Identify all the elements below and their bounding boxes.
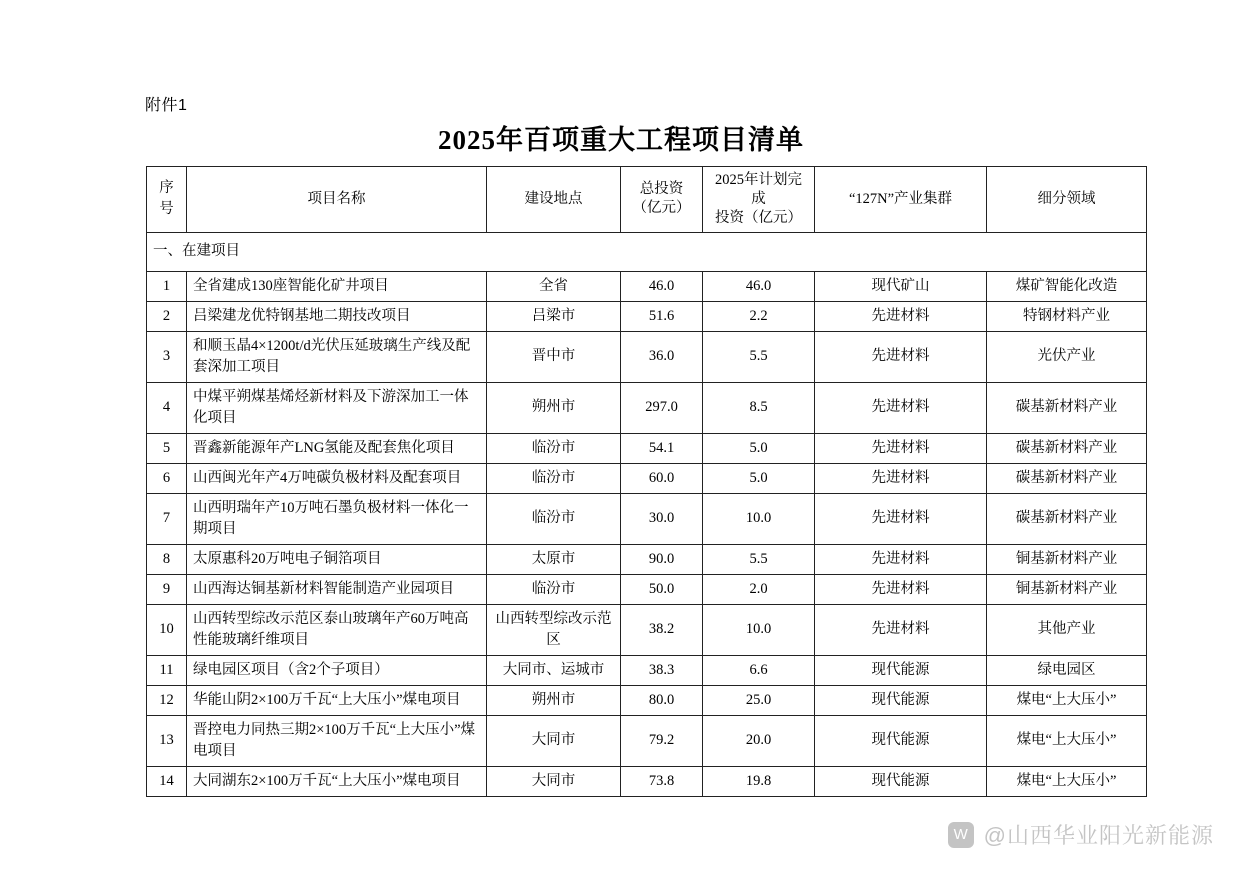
cell-place: 朔州市 — [487, 382, 621, 433]
project-list-table — [146, 166, 1147, 797]
cell-cluster: 先进材料 — [815, 493, 987, 544]
cell-field: 煤电“上大压小” — [987, 715, 1147, 766]
cell-plan-investment: 8.5 — [703, 382, 815, 433]
cell-plan-investment: 5.5 — [703, 544, 815, 574]
cell-total-investment: 297.0 — [621, 382, 703, 433]
cell-place: 山西转型综改示范区 — [487, 604, 621, 655]
cell-no: 14 — [147, 766, 187, 796]
cell-project-name: 太原惠科20万吨电子铜箔项目 — [187, 544, 487, 574]
cell-no: 3 — [147, 331, 187, 382]
cell-total-investment: 60.0 — [621, 463, 703, 493]
cell-field: 光伏产业 — [987, 331, 1147, 382]
table-row — [147, 271, 1147, 301]
cell-plan-investment: 25.0 — [703, 685, 815, 715]
cell-cluster: 现代能源 — [815, 715, 987, 766]
cell-field: 煤电“上大压小” — [987, 766, 1147, 796]
cell-total-investment: 54.1 — [621, 433, 703, 463]
cell-place: 临汾市 — [487, 574, 621, 604]
cell-field: 碳基新材料产业 — [987, 382, 1147, 433]
cell-no: 1 — [147, 271, 187, 301]
cell-no: 2 — [147, 301, 187, 331]
header-total-investment — [621, 167, 703, 233]
cell-cluster: 先进材料 — [815, 604, 987, 655]
cell-no: 6 — [147, 463, 187, 493]
header-name: 项目名称 — [187, 167, 487, 233]
cell-field: 铜基新材料产业 — [987, 544, 1147, 574]
cell-project-name: 晋鑫新能源年产LNG氢能及配套焦化项目 — [187, 433, 487, 463]
header-no: 序号 — [147, 167, 187, 233]
cell-plan-investment: 10.0 — [703, 604, 815, 655]
cell-place: 朔州市 — [487, 685, 621, 715]
cell-plan-investment: 19.8 — [703, 766, 815, 796]
cell-field: 绿电园区 — [987, 655, 1147, 685]
cell-cluster: 先进材料 — [815, 301, 987, 331]
page-title: 2025年百项重大工程项目清单 — [438, 125, 804, 155]
cell-place: 太原市 — [487, 544, 621, 574]
table-row — [147, 544, 1147, 574]
cell-total-investment: 73.8 — [621, 766, 703, 796]
header-total-line2: （亿元） — [632, 200, 691, 217]
cell-cluster: 现代能源 — [815, 655, 987, 685]
cell-project-name: 山西闽光年产4万吨碳负极材料及配套项目 — [187, 463, 487, 493]
header-place: 建设地点 — [487, 167, 621, 233]
cell-field: 碳基新材料产业 — [987, 433, 1147, 463]
weibo-icon: W — [948, 822, 974, 848]
cell-project-name: 山西明瑞年产10万吨石墨负极材料一体化一期项目 — [187, 493, 487, 544]
cell-project-name: 全省建成130座智能化矿井项目 — [187, 271, 487, 301]
cell-total-investment: 38.3 — [621, 655, 703, 685]
cell-no: 12 — [147, 685, 187, 715]
watermark-text: @山西华业阳光新能源 — [983, 823, 1214, 848]
cell-cluster: 现代能源 — [815, 685, 987, 715]
table-row — [147, 715, 1147, 766]
cell-total-investment: 46.0 — [621, 271, 703, 301]
cell-plan-investment: 5.5 — [703, 331, 815, 382]
cell-no: 10 — [147, 604, 187, 655]
cell-total-investment: 36.0 — [621, 331, 703, 382]
cell-place: 大同市、运城市 — [487, 655, 621, 685]
cell-cluster: 先进材料 — [815, 433, 987, 463]
cell-plan-investment: 6.6 — [703, 655, 815, 685]
header-cluster: “127N”产业集群 — [815, 167, 987, 233]
cell-place: 吕梁市 — [487, 301, 621, 331]
cell-plan-investment: 2.0 — [703, 574, 815, 604]
table-row — [147, 604, 1147, 655]
cell-place: 大同市 — [487, 766, 621, 796]
cell-field: 其他产业 — [987, 604, 1147, 655]
table-row — [147, 433, 1147, 463]
cell-field: 碳基新材料产业 — [987, 463, 1147, 493]
cell-place: 大同市 — [487, 715, 621, 766]
cell-plan-investment: 46.0 — [703, 271, 815, 301]
cell-project-name: 中煤平朔煤基烯烃新材料及下游深加工一体化项目 — [187, 382, 487, 433]
cell-field: 煤电“上大压小” — [987, 685, 1147, 715]
header-plan-line2: 投资（亿元） — [715, 209, 802, 226]
cell-project-name: 山西转型综改示范区泰山玻璃年产60万吨高性能玻璃纤维项目 — [187, 604, 487, 655]
cell-no: 13 — [147, 715, 187, 766]
cell-no: 7 — [147, 493, 187, 544]
cell-project-name: 华能山阴2×100万千瓦“上大压小”煤电项目 — [187, 685, 487, 715]
header-field: 细分领域 — [987, 167, 1147, 233]
table-row — [147, 382, 1147, 433]
cell-place: 全省 — [487, 271, 621, 301]
cell-cluster: 先进材料 — [815, 463, 987, 493]
cell-no: 4 — [147, 382, 187, 433]
cell-total-investment: 50.0 — [621, 574, 703, 604]
cell-cluster: 先进材料 — [815, 382, 987, 433]
table-row — [147, 766, 1147, 796]
cell-cluster: 现代矿山 — [815, 271, 987, 301]
header-plan-investment — [703, 167, 815, 233]
section-title-under-construction: 一、在建项目 — [147, 232, 1147, 271]
cell-total-investment: 79.2 — [621, 715, 703, 766]
cell-total-investment: 90.0 — [621, 544, 703, 574]
cell-plan-investment: 10.0 — [703, 493, 815, 544]
cell-no: 5 — [147, 433, 187, 463]
cell-project-name: 绿电园区项目（含2个子项目） — [187, 655, 487, 685]
table-row — [147, 685, 1147, 715]
header-total-line1: 总投资 — [639, 181, 684, 198]
cell-plan-investment: 5.0 — [703, 463, 815, 493]
table-header — [147, 167, 1147, 233]
section-header-row — [147, 232, 1147, 271]
table-body — [147, 232, 1147, 796]
cell-place: 临汾市 — [487, 493, 621, 544]
cell-project-name: 吕梁建龙优特钢基地二期技改项目 — [187, 301, 487, 331]
cell-total-investment: 30.0 — [621, 493, 703, 544]
cell-no: 9 — [147, 574, 187, 604]
table-row — [147, 493, 1147, 544]
table-row — [147, 574, 1147, 604]
attachment-label: 附件1 — [145, 97, 188, 114]
cell-plan-investment: 5.0 — [703, 433, 815, 463]
watermark — [948, 819, 1214, 850]
table-header-row — [147, 167, 1147, 233]
cell-project-name: 大同湖东2×100万千瓦“上大压小”煤电项目 — [187, 766, 487, 796]
cell-place: 临汾市 — [487, 433, 621, 463]
cell-total-investment: 80.0 — [621, 685, 703, 715]
cell-field: 铜基新材料产业 — [987, 574, 1147, 604]
cell-field: 特钢材料产业 — [987, 301, 1147, 331]
cell-total-investment: 51.6 — [621, 301, 703, 331]
cell-place: 临汾市 — [487, 463, 621, 493]
cell-total-investment: 38.2 — [621, 604, 703, 655]
cell-plan-investment: 2.2 — [703, 301, 815, 331]
cell-field: 碳基新材料产业 — [987, 493, 1147, 544]
table-row — [147, 331, 1147, 382]
cell-project-name: 山西海达铜基新材料智能制造产业园项目 — [187, 574, 487, 604]
cell-field: 煤矿智能化改造 — [987, 271, 1147, 301]
cell-plan-investment: 20.0 — [703, 715, 815, 766]
cell-cluster: 先进材料 — [815, 544, 987, 574]
header-plan-line1: 2025年计划完成 — [715, 172, 802, 207]
cell-no: 8 — [147, 544, 187, 574]
cell-cluster: 先进材料 — [815, 574, 987, 604]
cell-cluster: 现代能源 — [815, 766, 987, 796]
table-row — [147, 301, 1147, 331]
cell-cluster: 先进材料 — [815, 331, 987, 382]
table-row — [147, 463, 1147, 493]
table-row — [147, 655, 1147, 685]
cell-project-name: 和顺玉晶4×1200t/d光伏压延玻璃生产线及配套深加工项目 — [187, 331, 487, 382]
cell-no: 11 — [147, 655, 187, 685]
cell-place: 晋中市 — [487, 331, 621, 382]
cell-project-name: 晋控电力同热三期2×100万千瓦“上大压小”煤电项目 — [187, 715, 487, 766]
